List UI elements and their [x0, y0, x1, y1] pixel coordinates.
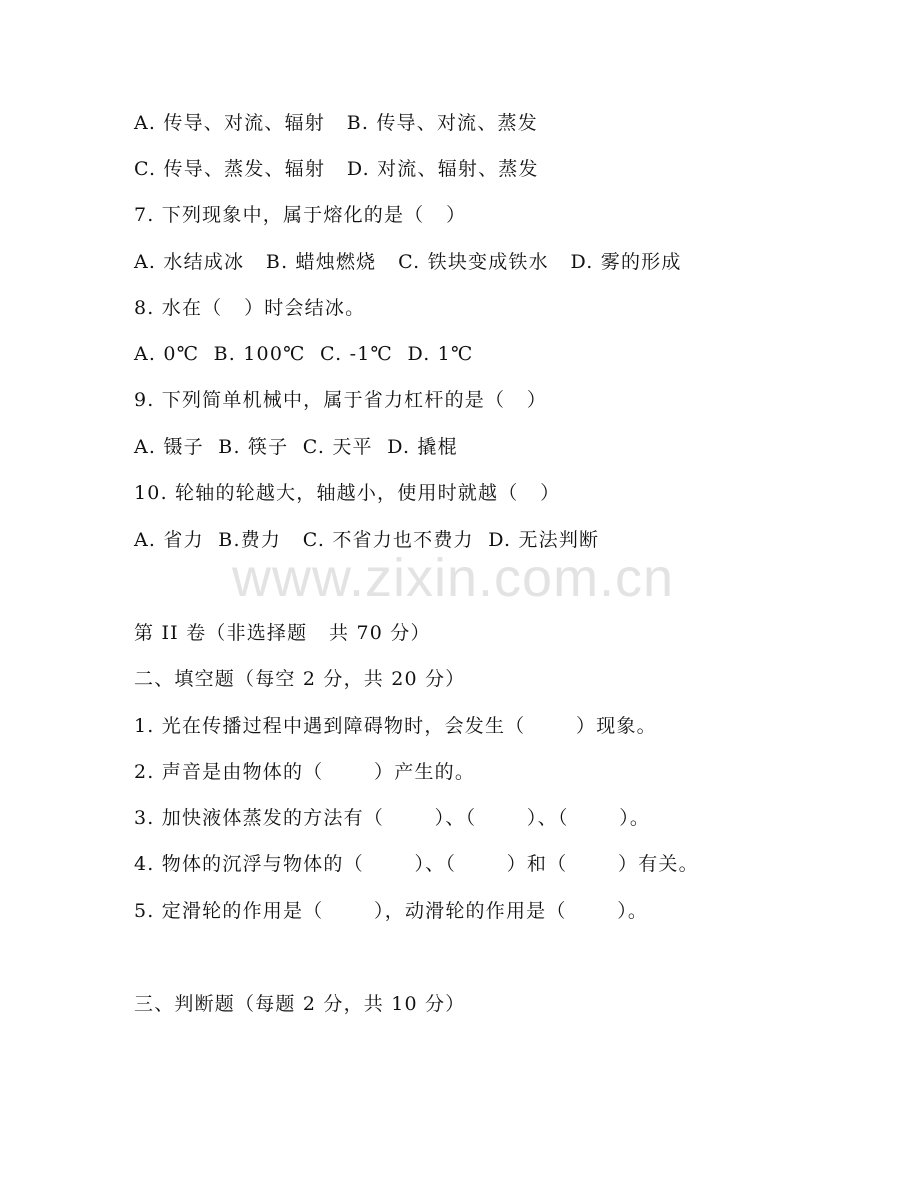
fill-q5: 5. 定滑轮的作用是（ ），动滑轮的作用是（ ）。	[134, 900, 649, 922]
section-judgment-title: 三、判断题（每题 2 分，共 10 分）	[134, 993, 466, 1015]
section-volume-2-title: 第 II 卷（非选择题 共 70 分）	[134, 622, 431, 644]
q7-options: A. 水结成冰 B. 蜡烛燃烧 C. 铁块变成铁水 D. 雾的形成	[134, 251, 682, 273]
q6-options-ab: A. 传导、对流、辐射 B. 传导、对流、蒸发	[134, 112, 538, 134]
q10-options: A. 省力 B.费力 C. 不省力也不费力 D. 无法判断	[134, 529, 600, 551]
q8-question: 8. 水在（ ）时会结冰。	[134, 297, 366, 319]
q6-options-cd: C. 传导、蒸发、辐射 D. 对流、辐射、蒸发	[134, 158, 539, 180]
q7-question: 7. 下列现象中，属于熔化的是（ ）	[134, 204, 467, 226]
fill-q4: 4. 物体的沉浮与物体的（ ）、（ ）和（ ）有关。	[134, 853, 699, 875]
watermark: www.zixin.com.cn	[232, 548, 675, 608]
q9-options: A. 镊子 B. 筷子 C. 天平 D. 撬棍	[134, 436, 458, 458]
fill-q3: 3. 加快液体蒸发的方法有（ ）、（ ）、（ ）。	[134, 807, 651, 829]
section-fill-blank-title: 二、填空题（每空 2 分，共 20 分）	[134, 668, 466, 690]
q8-options: A. 0℃ B. 100℃ C. -1℃ D. 1℃	[134, 343, 474, 365]
fill-q1: 1. 光在传播过程中遇到障碍物时，会发生（ ）现象。	[134, 715, 657, 737]
q9-question: 9. 下列简单机械中，属于省力杠杆的是（ ）	[134, 389, 548, 411]
fill-q2: 2. 声音是由物体的（ ）产生的。	[134, 761, 476, 783]
q10-question: 10. 轮轴的轮越大，轴越小，使用时就越（ ）	[134, 482, 561, 504]
